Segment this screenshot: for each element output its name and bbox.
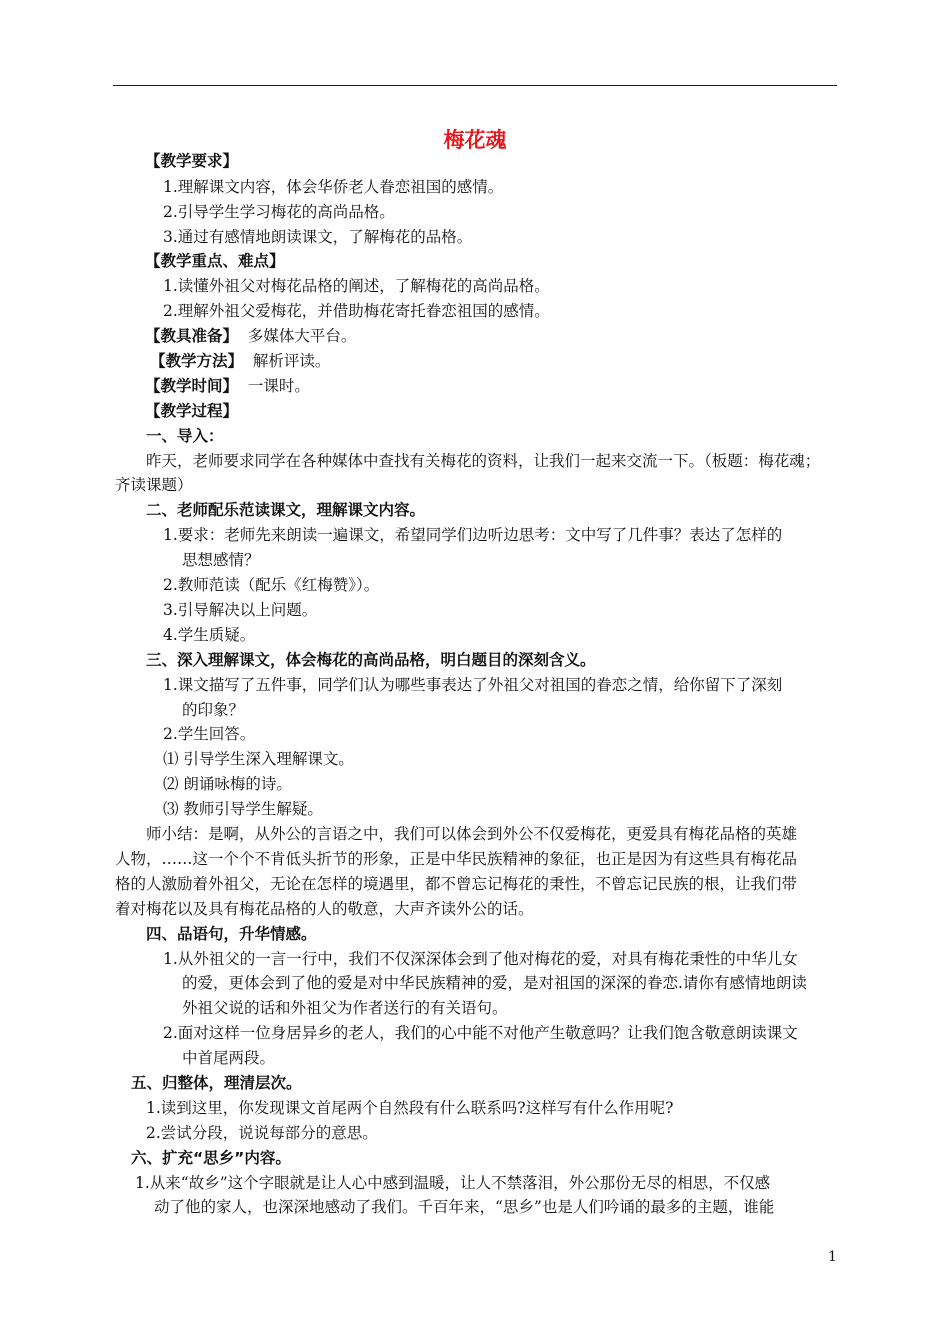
text-line: [163, 525, 782, 545]
text-line: [182, 973, 807, 993]
text-line: [145, 251, 285, 271]
text-line: [163, 301, 550, 321]
text-line: [163, 749, 354, 769]
text-line: [145, 326, 356, 346]
section-heading: 【教学重点、难点】: [145, 252, 285, 270]
section-heading: 二、老师配乐范读课文，理解课文内容。: [146, 501, 426, 519]
text-line: [146, 1098, 673, 1118]
text-line: [146, 1123, 378, 1143]
section-heading: 六、扩充“思乡”内容。: [131, 1149, 291, 1167]
header-rule: [113, 85, 837, 86]
text-line: [163, 600, 317, 620]
line-text: 4.学生质疑。: [163, 626, 256, 644]
text-line: [115, 874, 797, 894]
line-text: 1.理解课文内容，体会华侨老人眷恋祖国的感情。: [163, 178, 504, 196]
text-line: [145, 401, 238, 421]
text-line: [115, 475, 193, 495]
line-text: 2.学生回答。: [163, 725, 256, 743]
section-heading: 【教学时间】: [145, 377, 239, 395]
text-line: [163, 177, 503, 197]
text-line: [131, 1073, 302, 1093]
line-text: 昨天，老师要求同学在各种媒体中查找有关梅花的资料，让我们一起来交流一下。（板题：梅花魂；: [146, 452, 821, 470]
line-text: 2.引导学生学习梅花的高尚品格。: [163, 203, 395, 221]
line-text: ⑴ 引导学生深入理解课文。: [163, 750, 354, 768]
line-text: 1.课文描写了五件事，同学们认为哪些事表达了外祖父对祖国的眷恋之情，给你留下了深刻: [163, 676, 783, 694]
line-text: 3.通过有感情地朗读课文，了解梅花的品格。: [163, 228, 473, 246]
text-line: [163, 227, 472, 247]
text-line: [146, 824, 797, 844]
section-heading: 【教具准备】: [145, 327, 239, 345]
section-heading: 【教学方法】: [150, 352, 244, 370]
section-heading: 三、深入理解课文，体会梅花的高尚品格，明白题目的深刻含义。: [146, 651, 596, 669]
section-heading: 四、品语句，升华情感。: [146, 925, 317, 943]
text-line: [115, 849, 797, 869]
text-line: [163, 276, 550, 296]
section-heading: 一、导入：: [146, 427, 224, 445]
text-line: [163, 1023, 798, 1043]
text-line: [163, 202, 395, 222]
line-text: 的爱，更体会到了他的爱是对中华民族精神的爱，是对祖国的深深的眷恋.请你有感情地朗读: [182, 974, 807, 992]
line-text: 动了他的家人，也深深地感动了我们。千百年来，“思乡”也是人们吟诵的最多的主题，谁能: [154, 1198, 775, 1216]
heading-value: 解析评读。: [243, 352, 331, 370]
text-line: [182, 700, 244, 720]
line-text: 中首尾两段。: [182, 1049, 276, 1067]
text-line: [146, 650, 596, 670]
section-heading: 五、归整体，理清层次。: [131, 1074, 302, 1092]
text-line: [182, 1048, 275, 1068]
text-line: [163, 949, 798, 969]
line-text: 着对梅花以及具有梅花品格的人的敬意，大声齐读外公的话。: [115, 900, 534, 918]
line-text: 思想感情？: [182, 551, 260, 569]
line-text: 1.读懂外祖父对梅花品格的阐述，了解梅花的高尚品格。: [163, 277, 550, 295]
line-text: 外祖父说的话和外祖父为作者送行的有关语句。: [182, 999, 508, 1017]
section-heading: 【教学要求】: [145, 152, 239, 170]
text-line: [163, 675, 782, 695]
page-title: 梅花魂: [443, 128, 507, 152]
text-line: [146, 451, 820, 471]
line-text: ⑶ 教师引导学生解疑。: [163, 800, 323, 818]
line-text: 2.尝试分段，说说每部分的意思。: [146, 1124, 378, 1142]
heading-value: 多媒体大平台。: [238, 327, 357, 345]
text-line: [150, 351, 330, 371]
text-line: [163, 799, 323, 819]
line-text: 1.从来“故乡”这个字眼就是让人心中感到温暖，让人不禁落泪，外公那份无尽的相思，不仅感: [135, 1174, 771, 1192]
line-text: 1.要求：老师先来朗读一遍课文，希望同学们边听边思考：文中写了几件事？表达了怎样的: [163, 526, 783, 544]
text-line: [163, 625, 255, 645]
line-text: 2.面对这样一位身居异乡的老人，我们的心中能不对他产生敬意吗？让我们饱含敬意朗读课文: [163, 1024, 798, 1042]
text-line: [182, 998, 508, 1018]
text-line: [146, 500, 425, 520]
text-line: [163, 724, 255, 744]
section-heading: 【教学过程】: [145, 402, 239, 420]
text-line: [146, 924, 317, 944]
line-text: 3.引导解决以上问题。: [163, 601, 318, 619]
line-text: 的印象？: [182, 701, 245, 719]
text-line: [163, 774, 292, 794]
line-text: 2.教师范读（配乐《红梅赞》）。: [163, 576, 380, 594]
text-line: [135, 1173, 770, 1193]
line-text: 人物，……这一个个不肯低头折节的形象，正是中华民族精神的象征，也正是因为有这些具有梅花品: [115, 850, 798, 868]
page-number: 1: [828, 1249, 837, 1265]
text-line: [145, 151, 238, 171]
text-line: [131, 1148, 291, 1168]
text-line: [146, 426, 224, 446]
line-text: 师小结：是啊，从外公的言语之中，我们可以体会到外公不仅爱梅花，更爱具有梅花品格的英雄: [146, 825, 798, 843]
line-text: 1.从外祖父的一言一行中，我们不仅深深体会到了他对梅花的爱，对具有梅花秉性的中华儿女: [163, 950, 798, 968]
text-line: [115, 899, 534, 919]
line-text: 格的人激励着外祖父，无论在怎样的境遇里，都不曾忘记梅花的秉性，不曾忘记民族的根，让我们带: [115, 875, 798, 893]
text-line: [145, 376, 310, 396]
line-text: 2.理解外祖父爱梅花，并借助梅花寄托眷恋祖国的感情。: [163, 302, 550, 320]
line-text: 1.读到这里，你发现课文首尾两个自然段有什么联系吗?这样写有什么作用呢?: [146, 1099, 674, 1117]
heading-value: 一课时。: [238, 377, 310, 395]
line-text: 齐读课题）: [115, 476, 193, 494]
text-line: [154, 1197, 774, 1217]
text-line: [182, 550, 260, 570]
line-text: ⑵ 朗诵咏梅的诗。: [163, 775, 292, 793]
text-line: [163, 575, 379, 595]
